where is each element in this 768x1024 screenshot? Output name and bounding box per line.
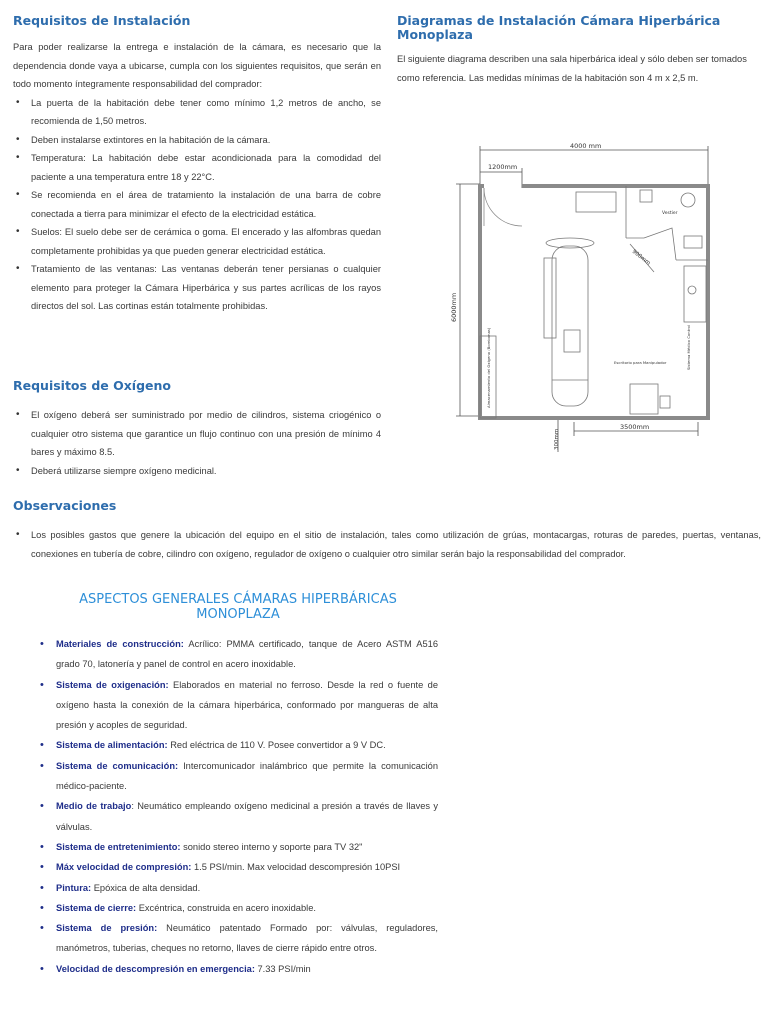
list-item — [56, 959, 438, 979]
list-item: • Deberá utilizarse siempre oxígeno medicinal. — [31, 462, 381, 481]
item-value: sonido stereo interno y soporte para TV 32" — [180, 841, 363, 852]
observations-list — [13, 526, 761, 563]
observations-title: Observaciones — [13, 498, 117, 513]
general-aspects-list — [38, 634, 438, 979]
list-item — [56, 898, 438, 918]
installation-title: Requisitos de Instalación — [13, 13, 191, 28]
list-item — [56, 837, 438, 857]
oxygen-list — [13, 406, 381, 480]
item-key: Sistema de presión: — [56, 923, 158, 934]
list-item — [56, 634, 438, 675]
list-item: • Suelos: El suelo debe ser de cerámica o goma. El encerado y las alfombras quedan completamente prohibidas ya que pueden generar electricidad estática. — [31, 223, 381, 260]
item-key: Sistema de comunicación: — [56, 760, 179, 771]
item-value: Intercomunicador inalámbrico que permite la comunicación médico-paciente. — [56, 760, 438, 792]
item-value: Neumático patentado Formado por: válvulas, reguladores, manómetros, tuberias, cheques no retorno, llaves de cierre rápido entre otros. — [56, 923, 438, 954]
item-key: Velocidad de descompresión en emergencia: — [56, 963, 255, 974]
dim-width-label: 4000 mm — [570, 142, 602, 150]
vestier-label: Vestier — [662, 211, 678, 216]
item-value: Elaborados en material no ferroso. Desde la red o fuente de oxígeno hasta la conexión de la cámara hiperbárica, conformado por mangueras de alta presión y acoples de seguridad. — [56, 679, 438, 731]
oxygen-title: Requisitos de Oxígeno — [13, 378, 171, 393]
list-item — [56, 857, 438, 877]
dim-diagonal-label: 900mm — [630, 248, 652, 267]
item-key: Materiales de construcción: — [56, 639, 184, 649]
list-item — [56, 735, 438, 755]
list-item — [56, 756, 438, 797]
installation-list — [13, 94, 381, 316]
dim-bottom-label: 3500mm — [620, 423, 650, 431]
desk-label: Escritorio para Manipulador — [614, 360, 667, 365]
list-item — [56, 918, 438, 959]
oxygen-section — [13, 379, 381, 480]
item-value: Excéntrica, construida en acero inoxidable. — [136, 902, 316, 913]
item-value: Red eléctrica de 110 V. Posee convertidor a 9 V DC. — [167, 740, 386, 751]
right-unit-label: Sistema Médico Control — [686, 325, 691, 370]
list-item: • Deben instalarse extintores en la habitación de la cámara. — [31, 131, 381, 150]
list-item: • El oxígeno deberá ser suministrado por medio de cilindros, sistema criogénico o cualquier otro sistema que garantice un flujo continuo con una presión de mínimo 4 bares y máximo 8.5. — [31, 406, 381, 462]
list-item: • Tratamiento de las ventanas: Las ventanas deberán tener persianas o cualquier elemento para proteger la Cámara Hiperbárica y sus partes acrílicas de los rayos directos del sol. Las cortinas están totalmente prohibidas. — [31, 260, 381, 316]
diagram-section — [397, 14, 759, 87]
item-key: Pintura: — [56, 882, 92, 893]
observations-section — [13, 499, 761, 563]
item-value: 7.33 PSI/min — [254, 963, 311, 974]
item-value: Acrílico: PMMA certificado, tanque de Acero ASTM A516 grado 70, latonería y panel de control en acero inoxidable. — [56, 639, 439, 670]
item-value: 1.5 PSI/min. Max velocidad descompresión 10PSI — [191, 862, 401, 873]
diagram-text: El siguiente diagrama describen una sala hiperbárica ideal y sólo deben ser tomados como referencia. Las medidas mínimas de la habitación son 4 m x 2,5 m. — [397, 54, 747, 83]
item-value: : Neumático empleando oxígeno medicinal a presión a través de llaves y válvulas. — [56, 801, 438, 832]
item-key: Medio de trabajo — [56, 801, 132, 812]
list-item: • Temperatura: La habitación debe estar acondicionada para la comodidad del paciente a una temperatura entre 18 y 22°C. — [31, 149, 381, 186]
list-item: • Los posibles gastos que genere la ubicación del equipo en el sitio de instalación, tales como utilización de grúas, montacargas, roturas de paredes, puertas, ventanas, conexiones en tubería de cobre, cilindro con oxígeno, regulador de oxígeno o cualquier otro similar serán bajo la responsabilidad del comprador. — [31, 526, 761, 563]
diagram-title: Diagramas de Instalación Cámara Hiperbárica Monoplaza — [397, 13, 721, 42]
item-key: Máx velocidad de compresión: — [56, 862, 192, 873]
list-item: • Se recomienda en el área de tratamiento la instalación de una barra de cobre conectada a tierra para minimizar el efecto de la electricidad estática. — [31, 186, 381, 223]
dim-gap-label: 300mm — [554, 428, 560, 450]
installation-floor-plan — [440, 140, 740, 455]
installation-section — [13, 14, 381, 316]
item-key: Sistema de alimentación: — [56, 740, 168, 751]
list-item: • La puerta de la habitación debe tener como mínimo 1,2 metros de ancho, se recomienda de 1,50 metros. — [31, 94, 381, 131]
dim-door-label: 1200mm — [488, 163, 518, 171]
item-key: Sistema de cierre: — [56, 902, 137, 913]
item-value: Epóxica de alta densidad. — [91, 882, 201, 893]
item-key: Sistema de entretenimiento: — [56, 841, 181, 852]
list-item — [56, 796, 438, 837]
storage-label: Almacenamiento del Oxígeno (Bombonas) — [486, 327, 491, 408]
list-item — [56, 675, 438, 736]
item-key: Sistema de oxigenación: — [56, 679, 169, 690]
general-aspects-section — [38, 592, 438, 979]
general-aspects-title: ASPECTOS GENERALES CÁMARAS HIPERBÁRICAS MONOPLAZA — [79, 592, 397, 622]
dim-height-label: 6000mm — [450, 292, 458, 322]
list-item — [56, 878, 438, 898]
installation-intro: Para poder realizarse la entrega e instalación de la cámara, es necesario que la dependencia donde vaya a ubicarse, cumpla con los siguientes requisitos, que serán en todo momento íntegramente responsabilidad del comprador: — [13, 42, 381, 89]
